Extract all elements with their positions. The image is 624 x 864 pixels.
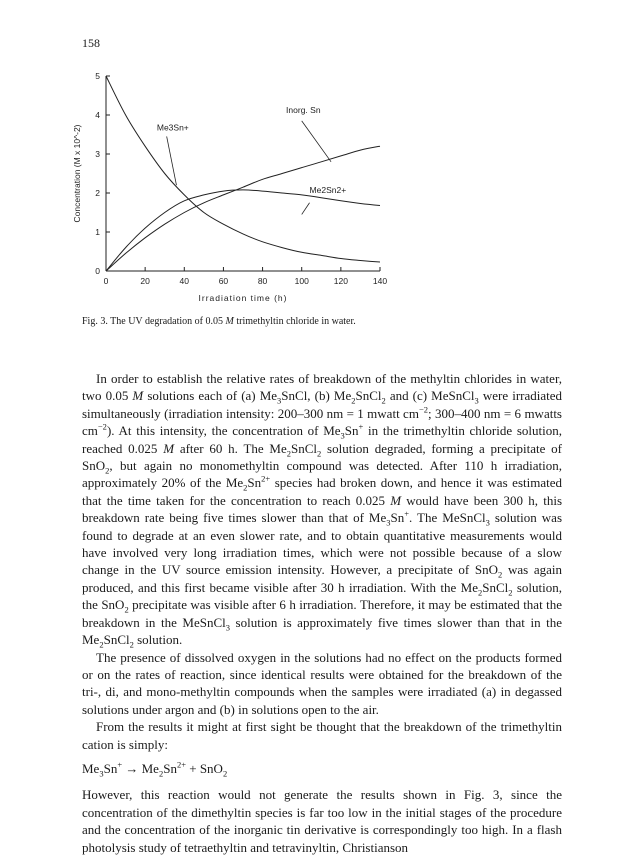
label-me2sn-leader bbox=[302, 203, 310, 215]
equation-part: 2 bbox=[222, 768, 228, 779]
paragraph-1-text: 3 bbox=[485, 517, 490, 528]
paragraph-1-text: M bbox=[390, 492, 402, 508]
paragraph-1-text: + bbox=[404, 508, 410, 519]
paragraph-1-text: −2 bbox=[97, 421, 107, 432]
paragraph-1-text: 2 bbox=[508, 587, 513, 598]
equation-part: + bbox=[117, 759, 123, 770]
paragraph-1-text: 2 bbox=[381, 396, 386, 406]
paragraph-1-text: solution is approximately five times slower than that in the Me bbox=[82, 614, 562, 648]
equation-part: Sn bbox=[103, 760, 118, 776]
paragraph-1-text: 3 bbox=[386, 517, 391, 528]
paragraph-1-text: Sn bbox=[247, 475, 262, 491]
paragraph-1-text: In order to establish the relative rates of breakdown of the methyltin chlorides in water, two 0.05 bbox=[82, 371, 562, 404]
paragraph-3: From the results it might at first sight be thought that the breakdown of the trimethyltin cation is simply: bbox=[82, 719, 562, 752]
x-tick-label: 100 bbox=[294, 276, 309, 286]
series-me3sn-line bbox=[106, 76, 380, 262]
paragraph-1-text: was again produced, and this first became visible after 30 h irradiation. With the Me bbox=[82, 562, 562, 595]
paragraph-1-text: −2 bbox=[418, 404, 428, 415]
figure-caption bbox=[82, 316, 356, 327]
paragraph-1-text: 2 bbox=[99, 639, 104, 650]
paragraph-1-text: Sn bbox=[390, 510, 405, 526]
paragraph-1-text: solution. bbox=[133, 632, 183, 648]
series-me2sn-line bbox=[106, 190, 380, 271]
y-tick-label: 2 bbox=[95, 188, 100, 198]
paragraph-1-text: + bbox=[358, 421, 364, 432]
caption-text-2: M bbox=[225, 316, 234, 327]
equation-part: + SnO bbox=[186, 760, 223, 776]
paragraph-1-text: were irradiated simultaneously (irradiation intensity: 200–300 nm = 1 mwatt cm bbox=[82, 388, 563, 421]
y-axis-label: Concentration (M x 10^-2) bbox=[72, 124, 82, 223]
equation-part: → Me bbox=[122, 760, 159, 776]
paragraph-1-text: 2 bbox=[317, 448, 322, 459]
x-tick-label: 120 bbox=[333, 276, 348, 286]
paragraph-1-text: 2+ bbox=[261, 474, 271, 485]
paragraph-1-text: solution was found to degrade at an even slower rate, and to obtain quantitative measurements would have involved very long irradiation times, which were not possible because of a slow change in the UV source emission intensity. However, a precipitate of SnO bbox=[82, 510, 562, 578]
paragraph-1-text: SnCl bbox=[355, 388, 382, 404]
paragraph-1-text: 3 bbox=[225, 622, 230, 633]
x-tick-label: 40 bbox=[179, 276, 190, 286]
paragraph-1-text: 2 bbox=[243, 483, 248, 494]
paragraph-1-text: 2 bbox=[351, 396, 356, 406]
paragraph-1-text: . The MeSnCl bbox=[409, 510, 486, 526]
reaction-equation bbox=[82, 760, 562, 777]
paragraph-4: However, this reaction would not generate the results shown in Fig. 3, since the concentration of the dimethyltin species is far too low in the initial stages of the procedure and the concentration of the inorganic tin derivative is correspondingly too high. In a flash photolysis study of tetraethyltin and tetravinyltin, Christianson bbox=[82, 787, 562, 855]
paragraph-1-text: ; 300–400 nm = 6 mwatts cm bbox=[82, 405, 562, 439]
page-number: 158 bbox=[82, 36, 100, 50]
chart-axes bbox=[106, 76, 380, 271]
label-inorg-sn: Inorg. Sn bbox=[286, 105, 321, 116]
paragraph-1-text: 2 bbox=[477, 587, 483, 598]
paragraph-1-text: would have been 300 h, this breakdown rate being five times slower than that of Me bbox=[82, 492, 562, 526]
x-tick-label: 0 bbox=[103, 276, 109, 286]
equation-part: Sn bbox=[163, 760, 177, 776]
paragraph-1-text: M bbox=[163, 440, 175, 456]
paragraph-1-text: species had broken down, and hence it was estimated that the time taken for the concentration to reach 0.025 bbox=[82, 475, 562, 508]
paragraph-1-text: SnCl, (b) Me bbox=[281, 388, 352, 404]
x-tick-label: 80 bbox=[257, 276, 268, 286]
label-inorg-sn-leader bbox=[302, 121, 331, 162]
y-tick-label: 5 bbox=[95, 71, 100, 81]
figure-chart bbox=[60, 64, 420, 312]
paragraph-1-text: after 60 h. The Me bbox=[174, 440, 287, 456]
paragraph-1-text: 3 bbox=[277, 396, 282, 406]
paragraph-1-text: , but again no monomethyltin compound was detected. After 110 h irradiation, approximately 20% of the Me bbox=[82, 458, 562, 491]
y-tick-label: 1 bbox=[95, 227, 100, 237]
paragraph-1-text: 2 bbox=[286, 448, 291, 459]
paragraph-1-text: SnCl bbox=[103, 632, 130, 648]
caption-text-3: trimethyltin chloride in water. bbox=[233, 316, 356, 327]
paragraph-1-text: 3 bbox=[474, 396, 479, 406]
x-tick-label: 20 bbox=[140, 276, 150, 286]
x-tick-label: 140 bbox=[372, 276, 388, 286]
x-axis-label: Irradiation time (h) bbox=[198, 293, 288, 303]
y-tick-label: 4 bbox=[95, 110, 100, 120]
paragraph-1-text: solutions each of (a) Me bbox=[143, 388, 278, 404]
paragraph-1-text: ). At this intensity, the concentration of Me bbox=[106, 423, 341, 439]
y-tick-label: 3 bbox=[95, 149, 100, 159]
paragraph-1-text: M bbox=[132, 388, 144, 404]
chart-labels bbox=[72, 71, 387, 303]
paragraph-1-text: and (c) MeSnCl bbox=[385, 388, 475, 404]
equation-part: 3 bbox=[99, 768, 104, 779]
paragraph-1 bbox=[82, 370, 562, 649]
paragraph-1-text: solution degraded, forming a precipitate of SnO bbox=[82, 440, 562, 474]
paragraph-1-text: precipitate was visible after 6 h irradiation. Therefore, it may be estimated that the breakdown in the MeSnCl bbox=[82, 597, 563, 630]
body-text bbox=[82, 370, 562, 856]
paragraph-1-text: Sn bbox=[344, 423, 359, 439]
caption-text-1: Fig. 3. The UV degradation of 0.05 bbox=[82, 316, 226, 327]
chart-series bbox=[106, 76, 380, 271]
equation-part: 2 bbox=[158, 768, 164, 779]
paragraph-1-text: 2 bbox=[124, 604, 129, 615]
paragraph-1-text: 2 bbox=[105, 465, 110, 476]
paragraph-1-text: in the trimethyltin chloride solution, reached 0.025 bbox=[82, 423, 562, 456]
equation-part: 2+ bbox=[176, 759, 186, 770]
paragraph-1-text: 2 bbox=[498, 570, 503, 581]
equation-part: Me bbox=[82, 760, 100, 776]
label-me3sn: Me3Sn+ bbox=[156, 122, 189, 133]
paragraph-1-text: solution, the SnO bbox=[82, 579, 562, 613]
y-tick-label: 0 bbox=[95, 266, 100, 276]
x-tick-label: 60 bbox=[218, 276, 229, 286]
paragraph-1-text: 3 bbox=[340, 430, 345, 441]
paragraph-1-text: 2 bbox=[129, 639, 134, 650]
series-inorg-sn-line bbox=[106, 146, 380, 271]
paragraph-1-text: SnCl bbox=[482, 579, 509, 595]
label-me2sn: Me2Sn2+ bbox=[309, 185, 347, 195]
paragraph-2: The presence of dissolved oxygen in the solutions had no effect on the products formed or on the rates of reaction, since identical results were obtained for the breakdown of the tri-, di, and mono-methyltin compounds when the samples were irradiated (a) in degassed solutions under argon and (b) in solutions open to the air. bbox=[82, 649, 562, 717]
paragraph-1-text: SnCl bbox=[291, 440, 318, 456]
